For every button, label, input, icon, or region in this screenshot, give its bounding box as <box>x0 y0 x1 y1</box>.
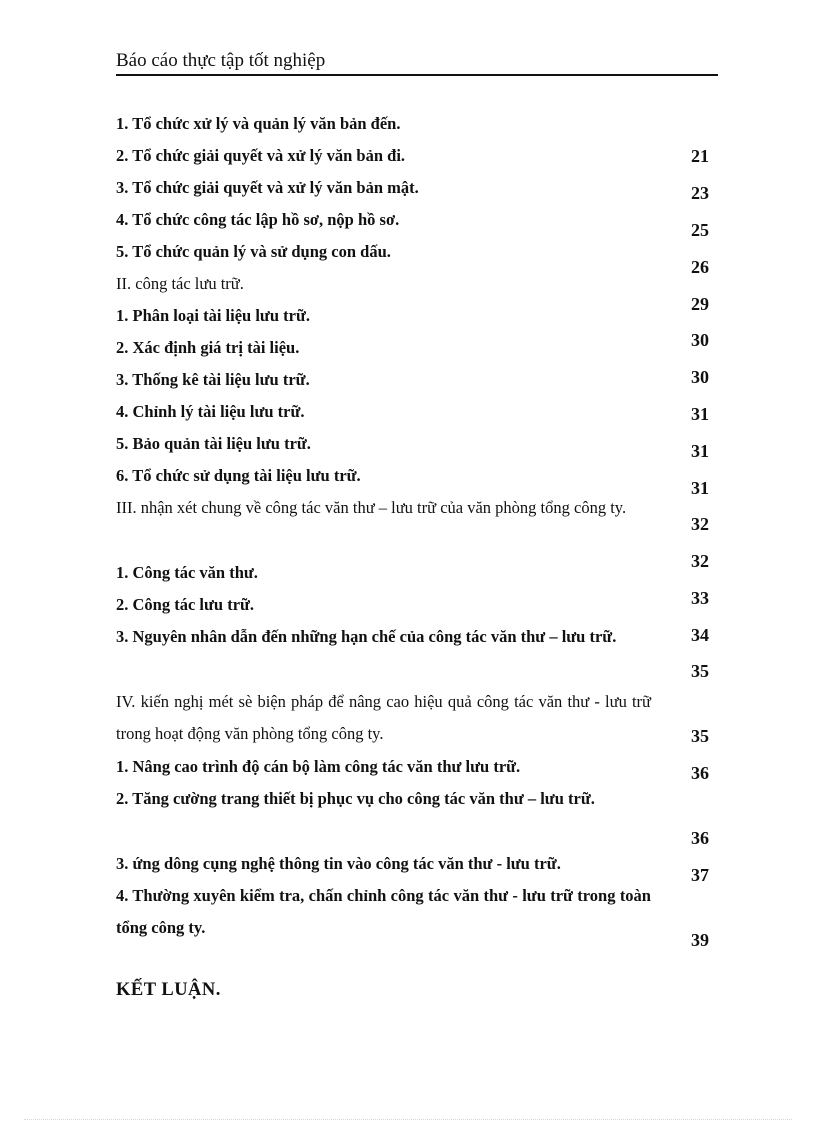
page-number: 23 <box>691 183 709 203</box>
toc-entry: 2. Công tác lưu trữ. <box>116 595 255 614</box>
toc-entry: 1. Phân loại tài liệu lưu trữ. <box>116 306 310 325</box>
page-bottom-rule <box>24 1119 792 1120</box>
toc-entry: 5. Bảo quản tài liệu lưu trữ. <box>116 434 311 453</box>
toc-entry: 3. Thống kê tài liệu lưu trữ. <box>116 370 310 389</box>
page-number: 32 <box>691 551 709 571</box>
toc-entry: 2. Tăng cường trang thiết bị phục vụ cho công tác văn thư – lưu trữ. <box>116 789 595 808</box>
toc-entry: 2. Xác định giá trị tài liệu. <box>116 338 300 357</box>
toc-entry: 3. Tổ chức giải quyết và xử lý văn bản mật. <box>116 178 419 197</box>
page-header-title: Báo cáo thực tập tốt nghiệp <box>116 50 326 71</box>
toc-entry: 4. Chỉnh lý tài liệu lưu trữ. <box>116 402 305 421</box>
page-number: 37 <box>691 865 709 885</box>
page-number: 36 <box>691 828 709 848</box>
page-number: 30 <box>691 330 709 350</box>
page-number: 35 <box>691 726 709 746</box>
page-number: 36 <box>691 763 709 783</box>
page-number: 32 <box>691 514 709 534</box>
toc-entry: 3. ứng dông cụng nghệ thông tin vào công tác văn thư - lưu trữ. <box>116 854 561 873</box>
page-number: 26 <box>691 257 709 277</box>
toc-entry: 3. Nguyên nhân dẫn đến những hạn chế của công tác văn thư – lưu trữ. <box>116 627 617 646</box>
toc-section-heading: II. công tác lưu trữ. <box>116 274 244 293</box>
page-number: 29 <box>691 294 709 314</box>
page-number: 35 <box>691 661 709 681</box>
toc-entry: 1. Tổ chức xử lý và quản lý văn bản đến. <box>116 114 401 133</box>
toc-entry: 2. Tổ chức giải quyết và xử lý văn bản đi. <box>116 146 406 165</box>
toc-entry: 6. Tổ chức sử dụng tài liệu lưu trữ. <box>116 466 361 485</box>
page-number: 33 <box>691 588 709 608</box>
toc-section-heading: IV. kiến nghị mét sè biện pháp để nâng cao hiệu quả công tác văn thư - lưu trữ trong hoạt động văn phòng tổng công ty. <box>116 692 651 743</box>
header-rule <box>116 74 718 76</box>
page-number: 39 <box>691 930 709 950</box>
conclusion-heading: KẾT LUẬN. <box>116 980 221 1000</box>
page-number: 31 <box>691 478 709 498</box>
toc-section-heading: III. nhận xét chung về công tác văn thư – lưu trữ của văn phòng tổng công ty. <box>116 498 627 517</box>
page-number: 34 <box>691 625 709 645</box>
page-number: 31 <box>691 441 709 461</box>
toc-entry: 4. Thường xuyên kiểm tra, chấn chỉnh công tác văn thư - lưu trữ trong toàn tổng công ty. <box>116 886 651 937</box>
page-number: 30 <box>691 367 709 387</box>
toc-entry: 4. Tổ chức công tác lập hồ sơ, nộp hồ sơ. <box>116 210 400 229</box>
toc-entry: 1. Công tác văn thư. <box>116 563 258 582</box>
page-number: 25 <box>691 220 709 240</box>
page-number: 31 <box>691 404 709 424</box>
toc-entry: 5. Tổ chức quản lý và sử dụng con dấu. <box>116 242 391 261</box>
page-number: 21 <box>691 146 709 166</box>
toc-entry: 1. Nâng cao trình độ cán bộ làm công tác văn thư lưu trữ. <box>116 757 521 776</box>
